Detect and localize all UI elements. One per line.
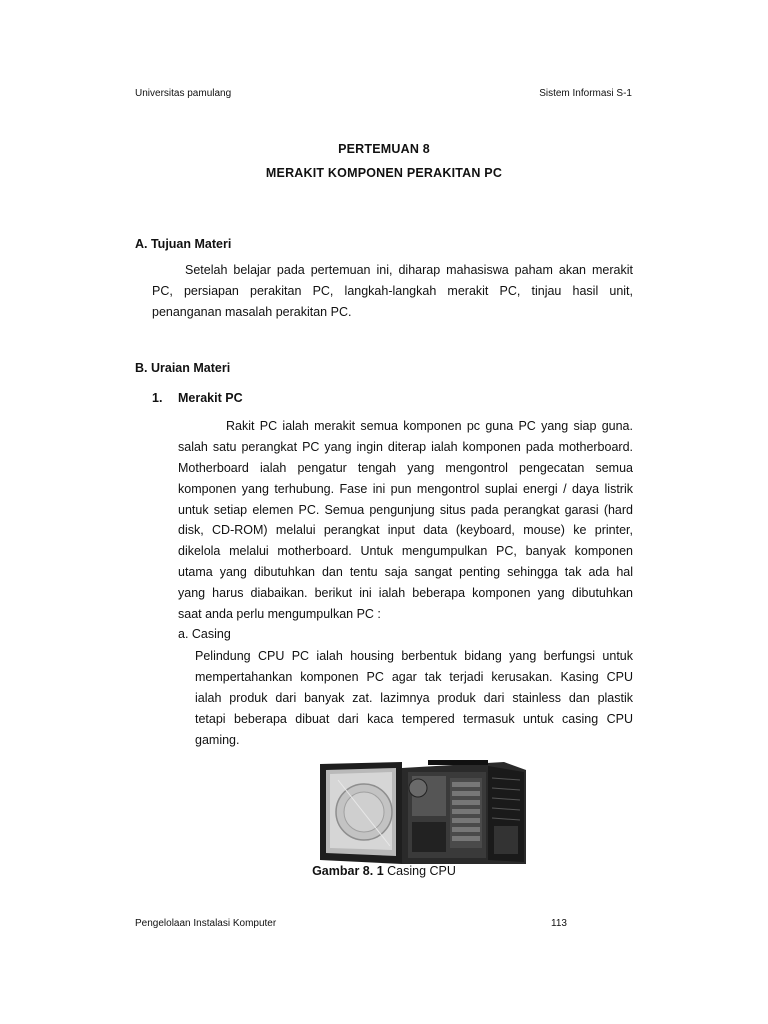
- paragraph-line: penanganan masalah perakitan PC.: [152, 304, 352, 319]
- subsection-title: Merakit PC: [178, 391, 243, 405]
- paragraph-line: gaming.: [195, 732, 240, 747]
- item-a-label: a. Casing: [178, 627, 231, 641]
- chapter-number: PERTEMUAN 8: [338, 142, 430, 156]
- paragraph-line: ialah produk dari banyak zat. lazimnya produk dari stainless dan plastik: [195, 690, 633, 705]
- paragraph-line: komponen yang terhubung. Fase ini pun mengontrol suplai energi / daya listrik: [178, 481, 633, 496]
- paragraph-line: utama yang dibutuhkan dan tentu saja sangat penting sehingga tak ada hal: [178, 565, 633, 580]
- paragraph-line: untuk setiap elemen PC. Semua pengunjung situs pada perangkat garasi (hard: [178, 502, 633, 517]
- subsection-number: 1.: [152, 391, 163, 405]
- figure-caption-text: Casing CPU: [383, 864, 456, 878]
- paragraph-line: dikelola melalui motherboard. Untuk mengumpulkan PC, banyak komponen: [178, 544, 633, 559]
- paragraph-line: Motherboard ialah pengatur tengah yang mengontrol pengecatan semua: [178, 460, 633, 475]
- paragraph-line: mempertahankan komponen PC agar tak terjadi kerusakan. Kasing CPU: [195, 669, 633, 684]
- figure-number: Gambar 8. 1: [312, 864, 384, 878]
- pc-case-image: [318, 760, 530, 866]
- subsection-1-paragraph: [178, 416, 633, 625]
- figure-caption: [0, 864, 768, 878]
- paragraph-line: disk, CD-ROM) melalui perangkat input data (keyboard, mouse) ke printer,: [178, 523, 633, 538]
- running-header-right: Sistem Informasi S-1: [539, 88, 632, 99]
- footer-course-title: Pengelolaan Instalasi Komputer: [135, 918, 277, 929]
- section-b-heading: B. Uraian Materi: [135, 361, 231, 375]
- running-header-left: Universitas pamulang: [135, 88, 232, 99]
- paragraph-line: PC, persiapan perakitan PC, langkah-langkah merakit PC, tinjau hasil unit,: [152, 283, 633, 298]
- paragraph-line: Setelah belajar pada pertemuan ini, diharap mahasiswa paham akan merakit: [185, 263, 633, 277]
- item-a-paragraph: [195, 646, 633, 750]
- subsection-1-heading: [152, 391, 243, 405]
- paragraph-line: tetapi beberapa dibuat dari kaca tempered termasuk untuk casing CPU: [195, 711, 633, 726]
- page-number: 113: [551, 918, 567, 929]
- section-a-paragraph: [152, 260, 633, 323]
- paragraph-line: yang harus diabaikan. berikut ini ialah beberapa komponen yang dibutuhkan: [178, 586, 633, 601]
- section-a-heading: A. Tujuan Materi: [135, 237, 232, 251]
- paragraph-line: Pelindung CPU PC ialah housing berbentuk bidang yang berfungsi untuk: [195, 649, 633, 663]
- paragraph-line: Rakit PC ialah merakit semua komponen pc guna PC yang siap guna.: [226, 419, 633, 433]
- paragraph-line: saat anda perlu mengumpulkan PC :: [178, 607, 381, 622]
- chapter-title: MERAKIT KOMPONEN PERAKITAN PC: [265, 166, 503, 180]
- paragraph-line: salah satu perangkat PC yang ingin diterap ialah komponen pada motherboard.: [178, 439, 633, 454]
